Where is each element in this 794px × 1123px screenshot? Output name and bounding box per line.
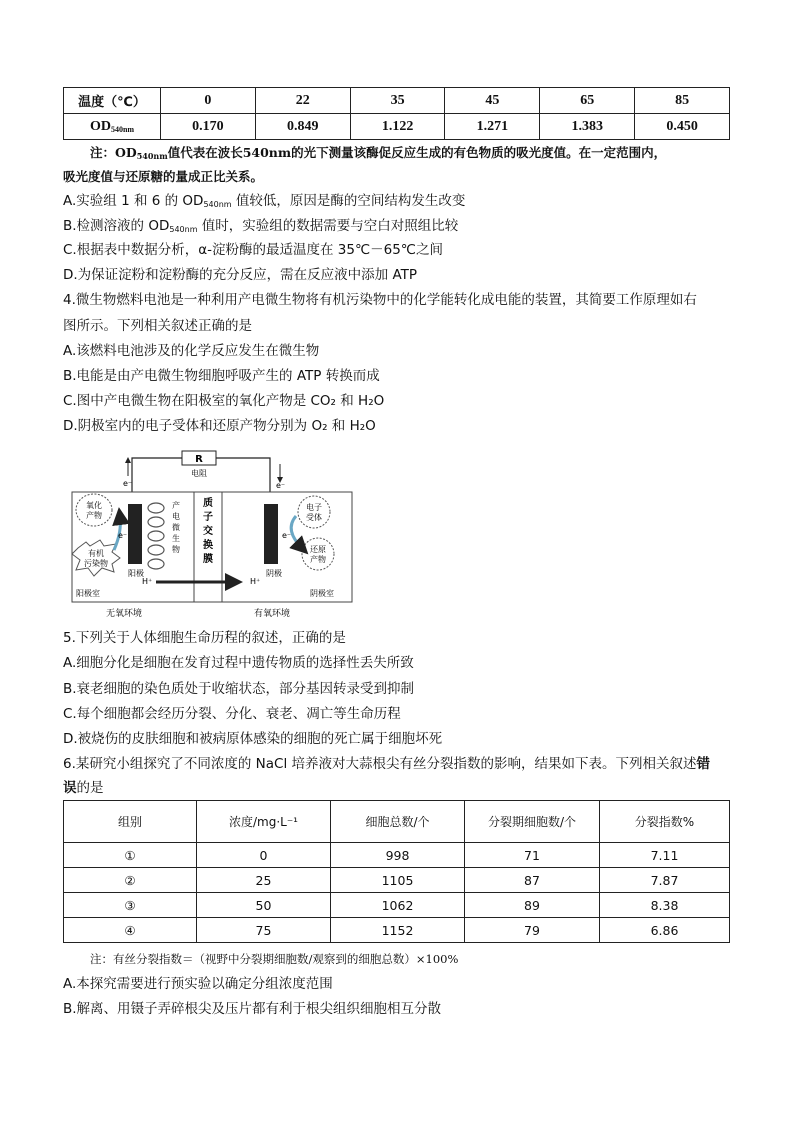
cathode-electrode bbox=[264, 504, 278, 564]
microbe-char: 产 bbox=[172, 501, 180, 510]
table-row bbox=[64, 918, 730, 943]
table-cell: 1152 bbox=[331, 918, 465, 943]
electron-label: e⁻ bbox=[123, 479, 133, 488]
q4-option-a: A.该燃料电池涉及的化学反应发生在微生物 bbox=[63, 343, 320, 359]
wire-right bbox=[216, 458, 270, 496]
electron-label: e⁻ bbox=[118, 531, 128, 540]
q6-option-a: A.本探究需要进行预实验以确定分组浓度范围 bbox=[63, 976, 333, 992]
option-text: 值较低，原因是酶的空间结构发生改变 bbox=[231, 193, 466, 209]
q5-option-c: C.每个细胞都会经历分裂、分化、衰老、凋亡等生命历程 bbox=[63, 706, 401, 722]
table-cell: ② bbox=[64, 868, 197, 893]
stem-emphasis: 错 bbox=[696, 756, 711, 772]
burst-label: 有机 bbox=[88, 549, 104, 558]
cathode-label: 阴极 bbox=[266, 569, 282, 578]
option-text: 值时，实验组的数据需要与空白对照组比较 bbox=[197, 218, 459, 234]
microbe-char: 微 bbox=[172, 523, 180, 532]
option-subscript: 540nm bbox=[203, 200, 232, 209]
table-header-row bbox=[64, 801, 730, 843]
table-cell: 89 bbox=[465, 893, 600, 918]
q4-option-c: C.图中产电微生物在阳极室的氧化产物是 CO₂ 和 H₂O bbox=[63, 393, 385, 409]
column-header: 组别 bbox=[64, 801, 197, 843]
q3-option-d: D.为保证淀粉和淀粉酶的充分反应，需在反应液中添加 ATP bbox=[63, 267, 418, 283]
od-subscript: 540nm bbox=[110, 124, 135, 134]
table-cell: 6.86 bbox=[600, 918, 730, 943]
microbe-label bbox=[172, 500, 180, 554]
table-cell: 45 bbox=[445, 88, 540, 114]
wire-left bbox=[132, 458, 182, 496]
membrane-char: 质 bbox=[203, 498, 213, 509]
table-cell: 0.170 bbox=[161, 114, 256, 140]
q6-option-b: B.解离、用镊子弄碎根尖及压片都有利于根尖组织细胞相互分散 bbox=[63, 1001, 442, 1017]
bubble-label: 氧化 bbox=[86, 501, 102, 510]
membrane-char: 换 bbox=[203, 540, 213, 551]
bubble-label: 还原 bbox=[310, 545, 326, 554]
option-text: B.检测溶液的 OD bbox=[63, 218, 170, 234]
microbe-char: 电 bbox=[172, 512, 180, 521]
mitosis-index-table bbox=[63, 800, 730, 943]
bubble-label: 电子 bbox=[306, 503, 322, 512]
table-row bbox=[64, 868, 730, 893]
table-cell: 7.87 bbox=[600, 868, 730, 893]
table-cell: ① bbox=[64, 843, 197, 868]
bubble-label: 产物 bbox=[86, 511, 102, 520]
table-row bbox=[64, 843, 730, 868]
microbe-char: 物 bbox=[172, 545, 180, 554]
note-text: 值代表在波长540nm的光下测量该酶促反应生成的有色物质的吸光度值。在一定范围内， bbox=[167, 145, 667, 160]
table-cell: 8.38 bbox=[600, 893, 730, 918]
anode-label: 阳极 bbox=[128, 569, 144, 578]
table-cell: 79 bbox=[465, 918, 600, 943]
table2-note: 注：有丝分裂指数＝（视野中分裂期细胞数/观察到的细胞总数）×100% bbox=[90, 952, 459, 966]
membrane-char: 子 bbox=[203, 512, 213, 523]
q5-option-a: A.细胞分化是细胞在发育过程中遗传物质的选择性丢失所致 bbox=[63, 655, 414, 671]
stem-emphasis: 误 bbox=[63, 780, 77, 796]
note-text: 注：OD bbox=[90, 145, 137, 160]
q4-option-d: D.阴极室内的电子受体和还原产物分别为 O₂ 和 H₂O bbox=[63, 418, 376, 434]
oxidation-product-bubble bbox=[76, 494, 112, 526]
option-subscript: 540nm bbox=[169, 225, 198, 234]
table1-note-line2: 吸光度值与还原糖的量成正比关系。 bbox=[63, 169, 264, 184]
table-cell: 22 bbox=[255, 88, 350, 114]
electron-label: e⁻ bbox=[282, 531, 292, 540]
table-cell: 998 bbox=[331, 843, 465, 868]
table-cell: 87 bbox=[465, 868, 600, 893]
membrane-char: 膜 bbox=[203, 554, 213, 565]
table-cell: 0 bbox=[161, 88, 256, 114]
table-cell: 1.383 bbox=[540, 114, 635, 140]
table-cell: 1.271 bbox=[445, 114, 540, 140]
bubble-label: 受体 bbox=[306, 513, 322, 522]
anode-electrode bbox=[128, 504, 142, 564]
membrane-char: 交 bbox=[203, 526, 213, 537]
q4-stem-line1: 4.微生物燃料电池是一种利用产电微生物将有机污染物中的化学能转化成电能的装置，其简要工作原理如右 bbox=[63, 292, 697, 308]
anaerobic-label: 无氧环境 bbox=[106, 609, 143, 619]
od-label: OD bbox=[89, 118, 111, 134]
q4-stem-line2: 图所示。下列相关叙述正确的是 bbox=[63, 318, 252, 334]
proton-label: H⁺ bbox=[142, 577, 153, 586]
microbe-char: 生 bbox=[172, 534, 180, 543]
option-text: A.实验组 1 和 6 的 OD bbox=[63, 193, 204, 209]
table-cell: 65 bbox=[540, 88, 635, 114]
bubble-label: 产物 bbox=[310, 555, 326, 564]
q3-option-b bbox=[63, 217, 458, 239]
q5-option-d: D.被烧伤的皮肤细胞和被病原体感染的细胞的死亡属于细胞坏死 bbox=[63, 731, 443, 747]
q3-option-a bbox=[63, 192, 465, 214]
table-cell: ④ bbox=[64, 918, 197, 943]
table-cell: 75 bbox=[197, 918, 331, 943]
electron-label: e⁻ bbox=[276, 481, 286, 490]
table-cell: 1062 bbox=[331, 893, 465, 918]
table-cell: 0 bbox=[197, 843, 331, 868]
table-cell: 7.11 bbox=[600, 843, 730, 868]
reduction-product-bubble bbox=[302, 538, 334, 570]
column-header: 分裂期细胞数/个 bbox=[465, 801, 600, 843]
resistor-caption: 电阻 bbox=[191, 469, 207, 478]
od-temperature-table bbox=[63, 87, 730, 140]
q3-option-c: C.根据表中数据分析，α-淀粉酶的最适温度在 35℃－65℃之间 bbox=[63, 242, 443, 258]
table-row bbox=[64, 88, 730, 114]
table-row bbox=[64, 114, 730, 140]
table-cell: 1.122 bbox=[350, 114, 445, 140]
q6-stem-line1 bbox=[63, 755, 710, 773]
aerobic-label: 有氧环境 bbox=[254, 609, 291, 619]
resistor-label: R bbox=[195, 454, 203, 465]
table-row bbox=[64, 893, 730, 918]
anode-chamber-label: 阳极室 bbox=[76, 589, 100, 598]
od-header bbox=[64, 114, 161, 140]
table-cell: 0.849 bbox=[255, 114, 350, 140]
table-cell: 25 bbox=[197, 868, 331, 893]
table-cell: 85 bbox=[635, 88, 730, 114]
cathode-chamber-label: 阴极室 bbox=[310, 589, 334, 598]
note-subscript: 540nm bbox=[136, 151, 168, 161]
column-header: 细胞总数/个 bbox=[331, 801, 465, 843]
burst-label: 污染物 bbox=[84, 559, 108, 568]
table-cell: ③ bbox=[64, 893, 197, 918]
table-cell: 0.450 bbox=[635, 114, 730, 140]
membrane-label bbox=[203, 496, 213, 565]
table-cell: 50 bbox=[197, 893, 331, 918]
stem-text: 的是 bbox=[76, 780, 104, 796]
stem-text: 6.某研究小组探究了不同浓度的 NaCl 培养液对大蒜根尖有丝分裂指数的影响，结果如下表。下列相关叙述 bbox=[63, 756, 697, 772]
table-cell: 35 bbox=[350, 88, 445, 114]
column-header: 浓度/mg·L⁻¹ bbox=[197, 801, 331, 843]
proton-label: H⁺ bbox=[250, 577, 261, 586]
fuel-cell-diagram bbox=[70, 446, 360, 624]
q5-stem: 5.下列关于人体细胞生命历程的叙述，正确的是 bbox=[63, 630, 346, 646]
table-cell: 71 bbox=[465, 843, 600, 868]
table1-note bbox=[90, 144, 666, 165]
column-header: 分裂指数% bbox=[600, 801, 730, 843]
q6-stem-line2 bbox=[63, 779, 104, 797]
temperature-header: 温度（℃） bbox=[64, 88, 161, 114]
table-cell: 1105 bbox=[331, 868, 465, 893]
q5-option-b: B.衰老细胞的染色质处于收缩状态，部分基因转录受到抑制 bbox=[63, 681, 415, 697]
q4-option-b: B.电能是由产电微生物细胞呼吸产生的 ATP 转换而成 bbox=[63, 368, 380, 384]
electron-acceptor-bubble bbox=[298, 496, 330, 528]
